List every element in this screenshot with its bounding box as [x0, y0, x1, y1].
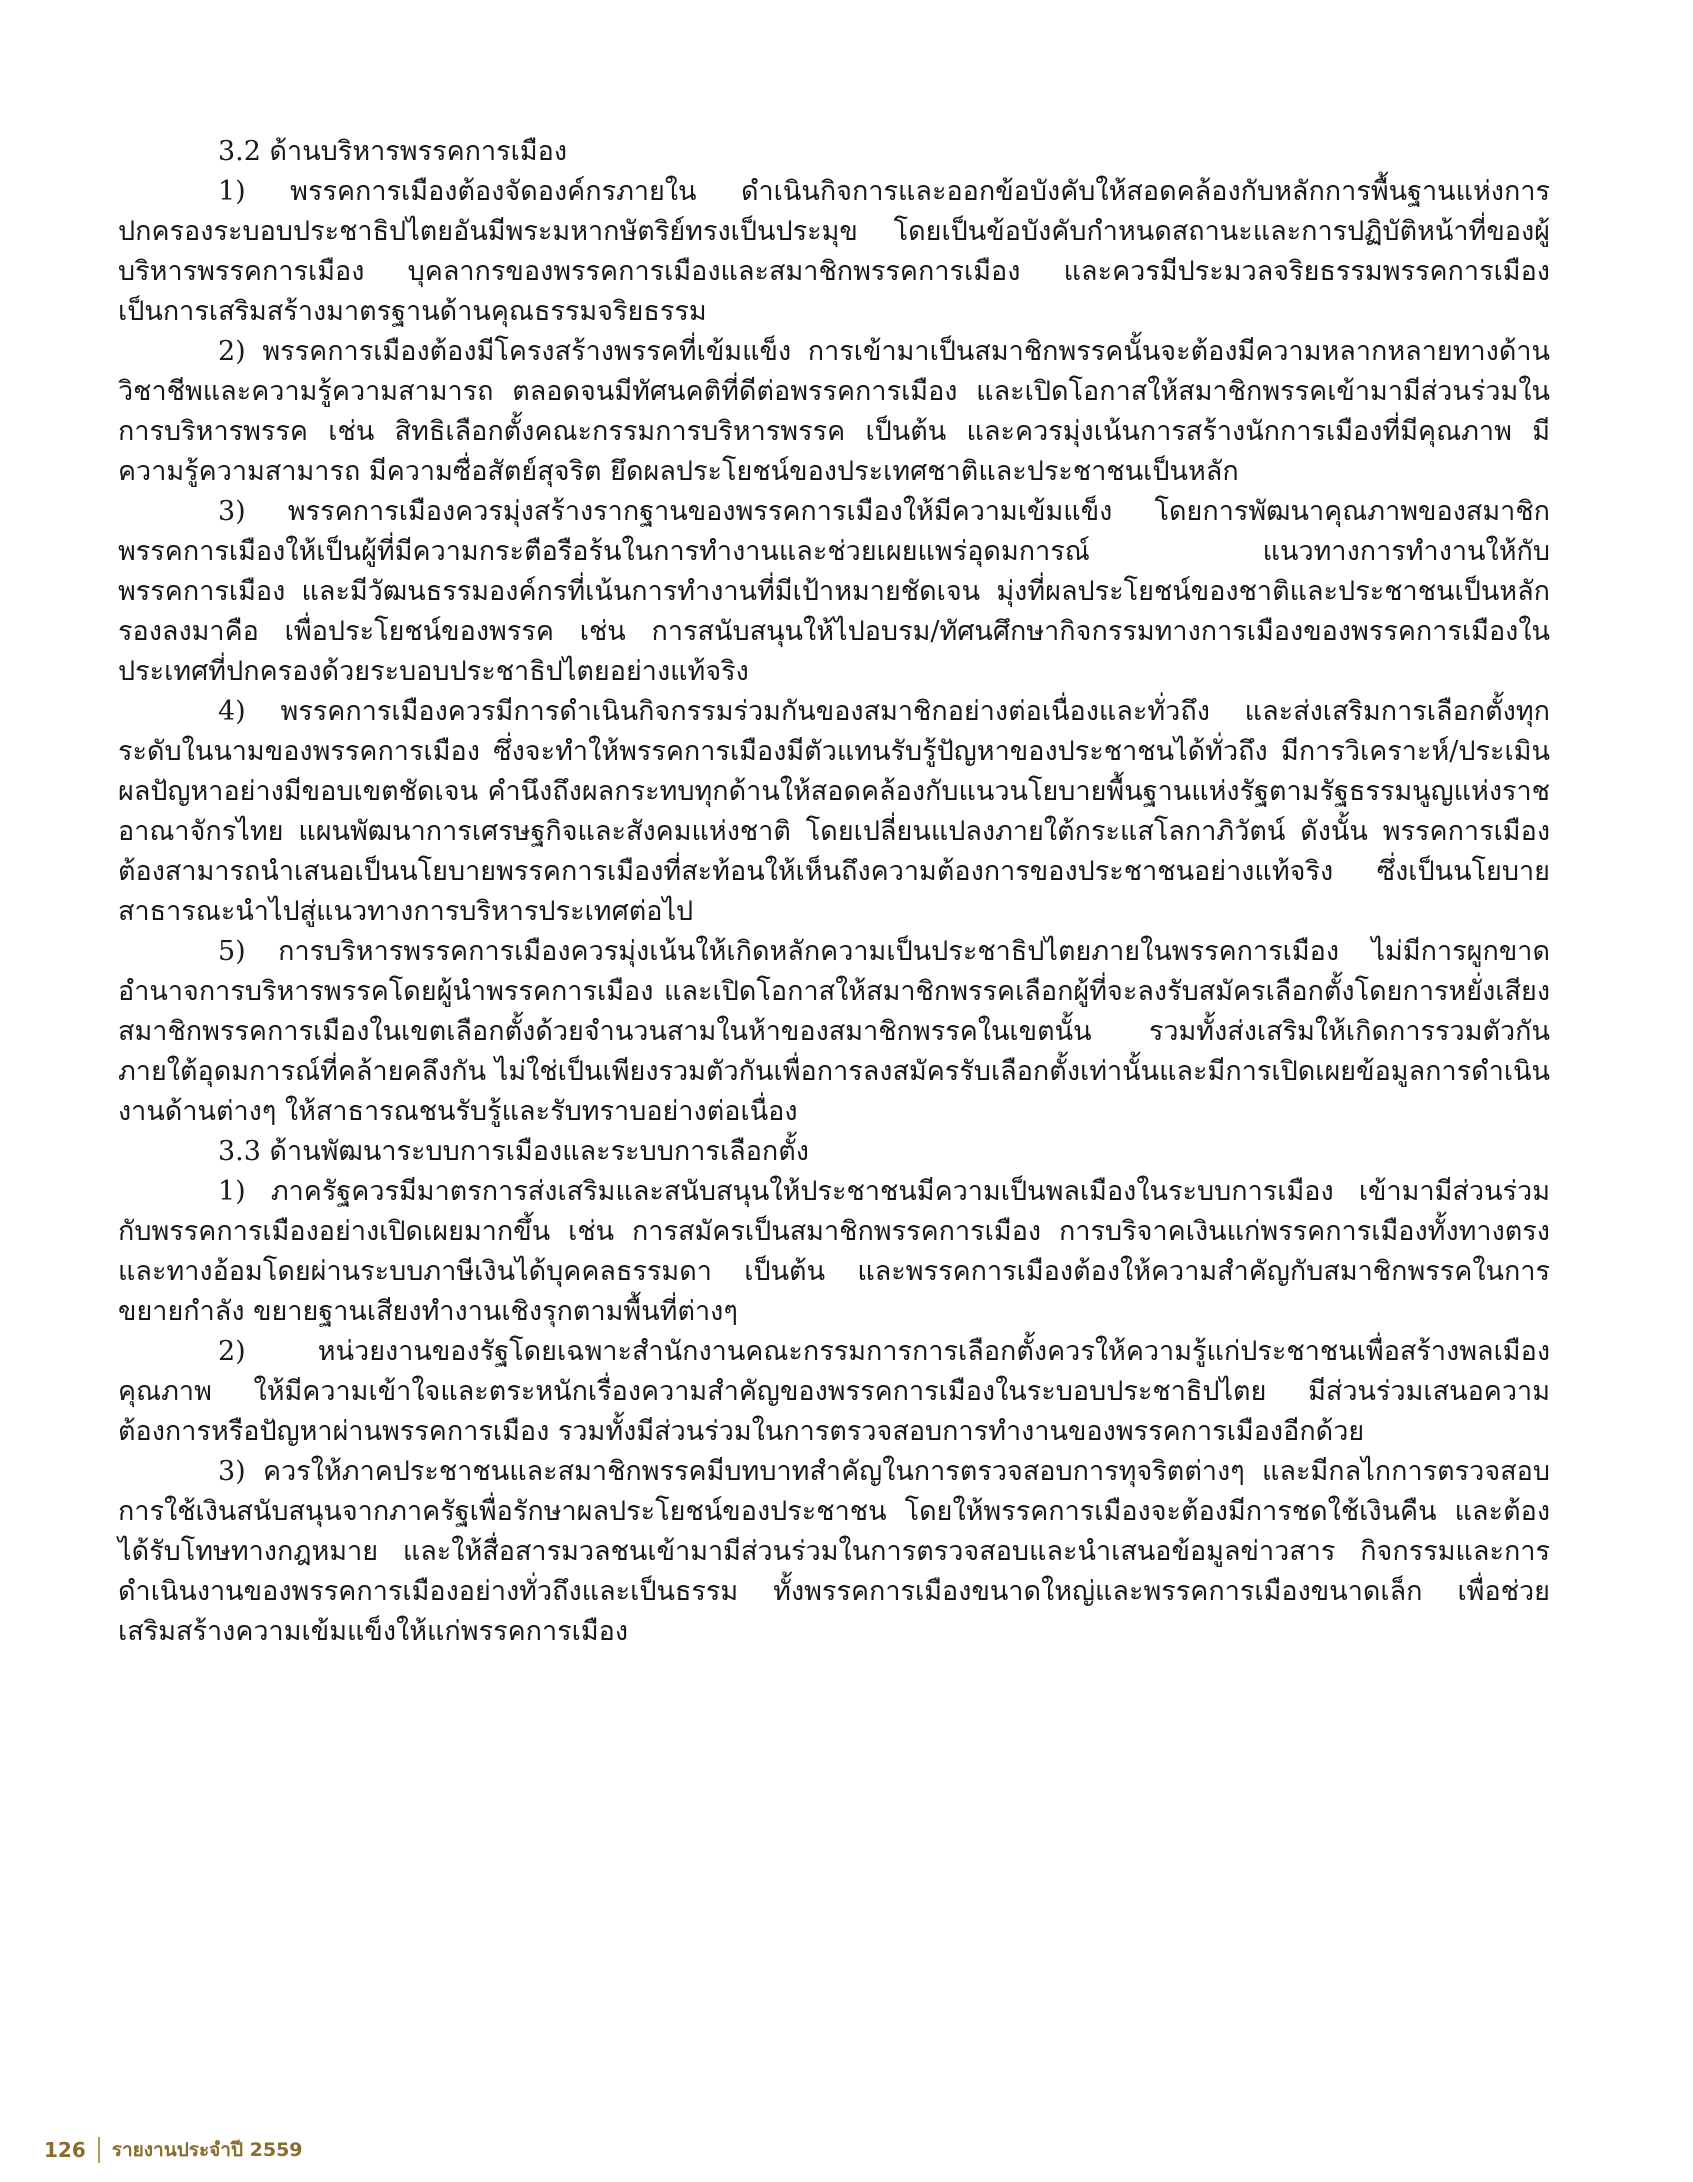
paragraph-3-2-3: 3) พรรคการเมืองควรมุ่งสร้างรากฐานของพรรคการเมืองให้มีความเข้มแข็ง โดยการพัฒนาคุณภาพของสมาชิกพรรคการเมืองให้เป็นผู้ที่มีความกระตือรือร้นในการทำงานและช่วยเผยแพร่อุดมการณ์ แนวทางการทำงานให้กับพรรคการเมือง และมีวัฒนธรรมองค์กรที่เน้นการทำงานที่มีเป้าหมายชัดเจน มุ่งที่ผลประโยชน์ของชาติและประชาชนเป็นหลัก รองลงมาคือ เพื่อประโยชน์ของพรรค เช่น การสนับสนุนให้ไปอบรม/ทัศนศึกษากิจกรรมทางการเมืองของพรรคการเมืองในประเทศที่ปกครองด้วยระบอบประชาธิปไตยอย่างแท้จริง — [118, 496, 1550, 687]
footer-divider — [98, 2137, 100, 2163]
section-heading-3-3: 3.3 ด้านพัฒนาระบบการเมืองและระบบการเลือกตั้ง — [218, 1136, 809, 1167]
paragraph-3-2-4: 4) พรรคการเมืองควรมีการดำเนินกิจกรรมร่วมกันของสมาชิกอย่างต่อเนื่องและทั่วถึง และส่งเสริมการเลือกตั้งทุกระดับในนามของพรรคการเมือง ซึ่งจะทำให้พรรคการเมืองมีตัวแทนรับรู้ปัญหาของประชาชนได้ทั่วถึง มีการวิเคราะห์/ประเมินผลปัญหาอย่างมีขอบเขตชัดเจน คำนึงถึงผลกระทบทุกด้านให้สอดคล้องกับแนวนโยบายพื้นฐานแห่งรัฐตามรัฐธรรมนูญแห่งราชอาณาจักรไทย แผนพัฒนาการเศรษฐกิจและสังคมแห่งชาติ โดยเปลี่ยนแปลงภายใต้กระแสโลกาภิวัตน์ ดังนั้น พรรคการเมืองต้องสามารถนำเสนอเป็นนโยบายพรรคการเมืองที่สะท้อนให้เห็นถึงความต้องการของประชาชนอย่างแท้จริง ซึ่งเป็นนโยบายสาธารณะนำไปสู่แนวทางการบริหารประเทศต่อไป — [118, 696, 1550, 927]
paragraph-3-3-2: 2) หน่วยงานของรัฐโดยเฉพาะสำนักงานคณะกรรมการการเลือกตั้งควรให้ความรู้แก่ประชาชนเพื่อสร้างพลเมืองคุณภาพ ให้มีความเข้าใจและตระหนักเรื่องความสำคัญของพรรคการเมืองในระบอบประชาธิปไตย มีส่วนร่วมเสนอความต้องการหรือปัญหาผ่านพรรคการเมือง รวมทั้งมีส่วนร่วมในการตรวจสอบการทำงานของพรรคการเมืองอีกด้วย — [118, 1336, 1550, 1447]
paragraph-3-2-1: 1) พรรคการเมืองต้องจัดองค์กรภายใน ดำเนินกิจการและออกข้อบังคับให้สอดคล้องกับหลักการพื้นฐานแห่งการปกครองระบอบประชาธิปไตยอันมีพระมหากษัตริย์ทรงเป็นประมุข โดยเป็นข้อบังคับกำหนดสถานะและการปฏิบัติหน้าที่ของผู้บริหารพรรคการเมือง บุคลากรของพรรคการเมืองและสมาชิกพรรคการเมือง และควรมีประมวลจริยธรรมพรรคการเมืองเป็นการเสริมสร้างมาตรฐานด้านคุณธรรมจริยธรรม — [118, 176, 1550, 327]
footer-title: รายงานประจำปี 2559 — [111, 2139, 303, 2161]
paragraph-3-3-3: 3) ควรให้ภาคประชาชนและสมาชิกพรรคมีบทบาทสำคัญในการตรวจสอบการทุจริตต่างๆ และมีกลไกการตรวจสอบการใช้เงินสนับสนุนจากภาครัฐเพื่อรักษาผลประโยชน์ของประชาชน โดยให้พรรคการเมืองจะต้องมีการชดใช้เงินคืน และต้องได้รับโทษทางกฎหมาย และให้สื่อสารมวลชนเข้ามามีส่วนร่วมในการตรวจสอบและนำเสนอข้อมูลข่าวสาร กิจกรรมและการดำเนินงานของพรรคการเมืองอย่างทั่วถึงและเป็นธรรม ทั้งพรรคการเมืองขนาดใหญ่และพรรคการเมืองขนาดเล็ก เพื่อช่วยเสริมสร้างความเข้มแข็งให้แก่พรรคการเมือง — [118, 1456, 1550, 1647]
page-footer — [44, 2133, 303, 2167]
paragraph-3-2-5: 5) การบริหารพรรคการเมืองควรมุ่งเน้นให้เกิดหลักความเป็นประชาธิปไตยภายในพรรคการเมือง ไม่มีการผูกขาดอำนาจการบริหารพรรคโดยผู้นำพรรคการเมือง และเปิดโอกาสให้สมาชิกพรรคเลือกผู้ที่จะลงรับสมัครเลือกตั้งโดยการหยั่งเสียงสมาชิกพรรคการเมืองในเขตเลือกตั้งด้วยจำนวนสามในห้าของสมาชิกพรรคในเขตนั้น รวมทั้งส่งเสริมให้เกิดการรวมตัวกันภายใต้อุดมการณ์ที่คล้ายคลึงกัน ไม่ใช่เป็นเพียงรวมตัวกันเพื่อการลงสมัครรับเลือกตั้งเท่านั้นและมีการเปิดเผยข้อมูลการดำเนินงานด้านต่างๆ ให้สาธารณชนรับรู้และรับทราบอย่างต่อเนื่อง — [118, 936, 1550, 1127]
section-heading-3-2: 3.2 ด้านบริหารพรรคการเมือง — [218, 136, 568, 167]
page-number: 126 — [44, 2138, 86, 2162]
paragraph-3-3-1: 1) ภาครัฐควรมีมาตรการส่งเสริมและสนับสนุนให้ประชาชนมีความเป็นพลเมืองในระบบการเมือง เข้ามามีส่วนร่วมกับพรรคการเมืองอย่างเปิดเผยมากขึ้น เช่น การสมัครเป็นสมาชิกพรรคการเมือง การบริจาคเงินแก่พรรคการเมืองทั้งทางตรงและทางอ้อมโดยผ่านระบบภาษีเงินได้บุคคลธรรมดา เป็นต้น และพรรคการเมืองต้องให้ความสำคัญกับสมาชิกพรรคในการขยายกำลัง ขยายฐานเสียงทำงานเชิงรุกตามพื้นที่ต่างๆ — [118, 1176, 1550, 1327]
paragraph-3-2-2: 2) พรรคการเมืองต้องมีโครงสร้างพรรคที่เข้มแข็ง การเข้ามาเป็นสมาชิกพรรคนั้นจะต้องมีความหลากหลายทางด้านวิชาชีพและความรู้ความสามารถ ตลอดจนมีทัศนคติที่ดีต่อพรรคการเมือง และเปิดโอกาสให้สมาชิกพรรคเข้ามามีส่วนร่วมในการบริหารพรรค เช่น สิทธิเลือกตั้งคณะกรรมการบริหารพรรค เป็นต้น และควรมุ่งเน้นการสร้างนักการเมืองที่มีคุณภาพ มีความรู้ความสามารถ มีความซื่อสัตย์สุจริต ยึดผลประโยชน์ของประเทศชาติและประชาชนเป็นหลัก — [118, 336, 1550, 487]
document-body — [118, 132, 1550, 1652]
